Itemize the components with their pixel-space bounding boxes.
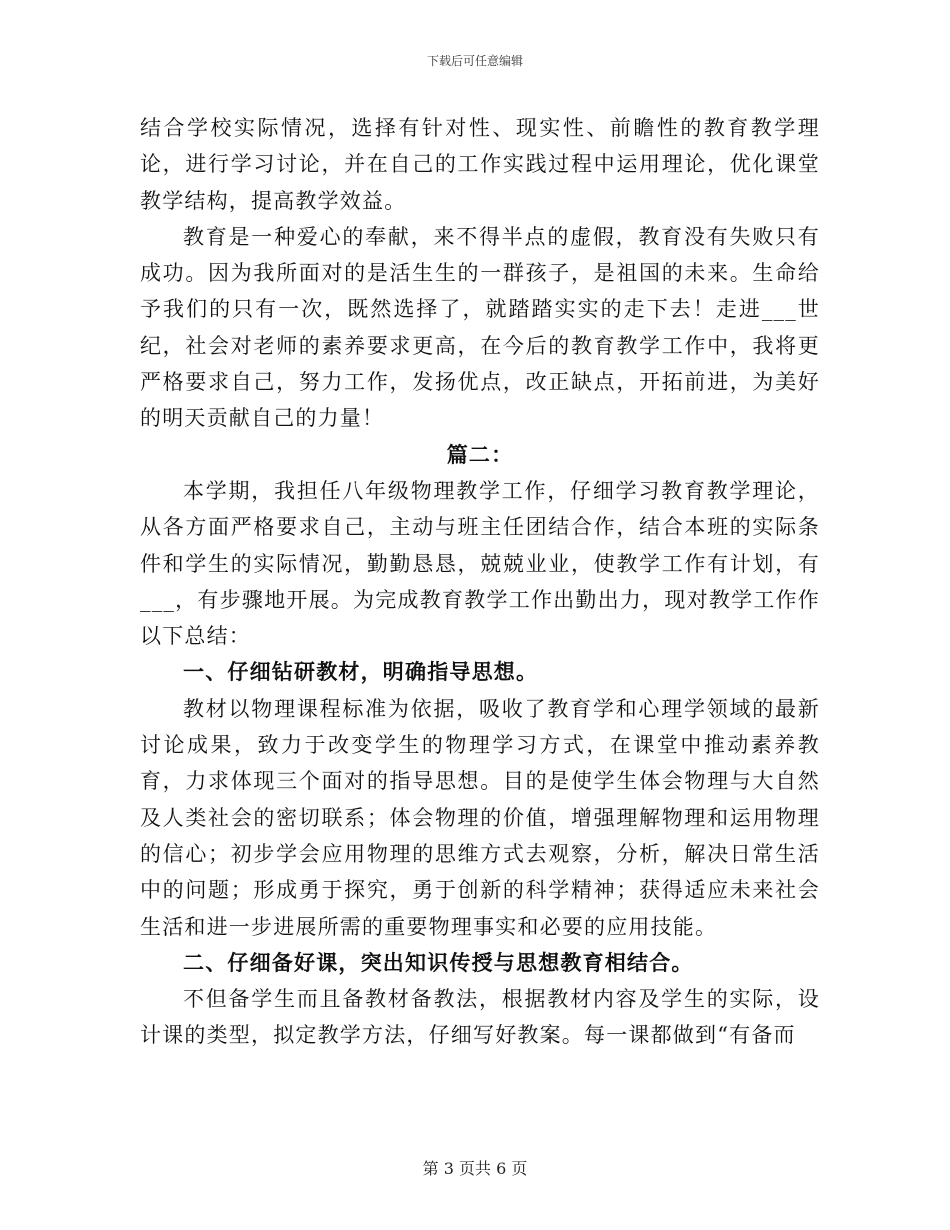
section-title: 篇二： <box>446 441 514 467</box>
paragraph-1: 结合学校实际情况，选择有针对性、现实性、前瞻性的教育教学理论，进行学习讨论，并在自己的工作实践过程中运用理论，优化课堂教学结构，提高教学效益。 <box>140 116 820 213</box>
paragraph-5: 不但备学生而且备教材备教法，根据教材内容及学生的实际，设计课的类型，拟定教学方法，仔细写好教案。每一课都做到“有备而 <box>140 987 820 1048</box>
document-body <box>140 110 820 1054</box>
paragraph-2: 教育是一种爱心的奉献，来不得半点的虚假，教育没有失败只有成功。因为我所面对的是活生生的一群孩子，是祖国的未来。生命给予我们的只有一次，既然选择了，就踏踏实实的走下去！走进___世纪，社会对老师的素养要求更高，在今后的教育教学工作中，我将更严格要求自己，努力工作，发扬优点，改正缺点，开拓前进，为美好的明天贡献自己的力量！ <box>140 224 820 431</box>
page-footer: 第 3 页共 6 页 <box>422 1159 528 1178</box>
heading-2: 二、仔细备好课，突出知识传授与思想教育相结合。 <box>183 949 694 975</box>
page-header: 下载后可任意编辑 <box>426 54 523 68</box>
paragraph-4: 教材以物理课程标准为依据，吸收了教育学和心理学领域的最新讨论成果，致力于改变学生的物理学习方式，在课堂中推动素养教育，力求体现三个面对的指导思想。目的是使学生体会物理与大自然及人类社会的密切联系；体会物理的价值，增强理解物理和运用物理的信心；初步学会应用物理的思维方式去观察，分析，解决日常生活中的问题；形成勇于探究，勇于创新的科学精神；获得适应未来社会生活和进一步进展所需的重要物理事实和必要的应用技能。 <box>140 696 820 939</box>
paragraph-3: 本学期，我担任八年级物理教学工作，仔细学习教育教学理论，从各方面严格要求自己，主动与班主任团结合作，结合本班的实际条件和学生的实际情况，勤勤恳恳，兢兢业业，使教学工作有计划，有___，有步骤地开展。为完成教育教学工作出勤出力，现对教学工作作以下总结： <box>140 478 820 649</box>
heading-1: 一、仔细钻研教材，明确指导思想。 <box>183 659 539 685</box>
